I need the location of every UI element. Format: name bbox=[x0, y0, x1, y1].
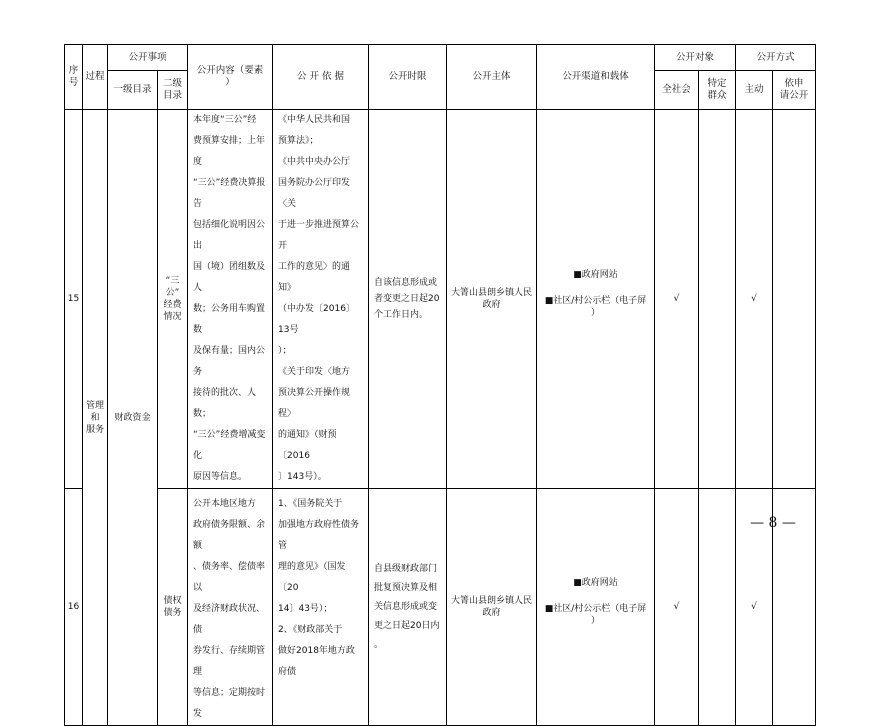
header-subject: 公开主体 bbox=[447, 45, 537, 110]
row-level2: “三 公” 经费 情况 bbox=[158, 110, 188, 489]
header-method-request: 依申 请公开 bbox=[773, 71, 816, 110]
row-subject: 大箐山县朗乡镇人民 政府 bbox=[447, 489, 537, 726]
header-timing: 公开时限 bbox=[369, 45, 447, 110]
header-target-specific: 特定 群众 bbox=[699, 71, 736, 110]
row-timing: 自该信息形成或 者变更之日起20 个工作日内。 bbox=[374, 278, 440, 320]
header-level1: 一级目录 bbox=[108, 71, 158, 110]
header-basis: 公 开 依 据 bbox=[273, 45, 369, 110]
header-target: 公开对象 bbox=[655, 45, 736, 71]
header-method-active: 主动 bbox=[736, 71, 773, 110]
row-basis: 1、《国务院关于 加强地方政府性债务管 理的意见》（国发〔20 14〕43号）； 2、《财政部关于 做好2018年地方政府债 bbox=[278, 499, 360, 677]
check-method-active: √ bbox=[736, 110, 773, 489]
table-row bbox=[65, 110, 816, 489]
disclosure-table bbox=[64, 44, 816, 726]
check-method-active: √ bbox=[736, 489, 773, 726]
row-subject: 大箐山县朗乡镇人民 政府 bbox=[447, 110, 537, 489]
check-target-all: √ bbox=[655, 489, 699, 726]
header-public-item: 公开事项 bbox=[108, 45, 188, 71]
channel-website: ■政府网站 bbox=[573, 270, 618, 280]
row-timing: 自县级财政部门 批复预决算及相 关信息形成或变 更之日起20日内 。 bbox=[374, 563, 440, 650]
row-seq: 16 bbox=[65, 489, 83, 726]
page-number: — 8 — bbox=[750, 515, 796, 531]
row-basis: 《中华人民共和国 预算法》； 《中共中央办公厅 国务院办公厅印发〈关 于进一步推进预算公开 工作的意见〉的通知》 （中办发〔2016〕13号 ）； 《关于印发〈地方 预决算公开操作规程〉 的通知》（财预〔2016 〕143号）。 bbox=[278, 115, 360, 482]
header-channel: 公开渠道和载体 bbox=[537, 45, 655, 110]
level1-cell: 财政资金 bbox=[108, 110, 158, 726]
channel-bulletin: ■社区/村公示栏（电子屏 ） bbox=[544, 604, 647, 626]
channel-website: ■政府网站 bbox=[573, 578, 618, 588]
row-content: 本年度“三公”经 费预算安排；上年度 “三公”经费决算报告 包括细化说明因公出 国（境）团组数及人 数；公务用车购置数 及保有量；国内公务 接待的批次、人数； “三公”经费增减变化 原因等信息。 bbox=[193, 115, 266, 482]
row-content: 公开本地区地方 政府债务限额、余额 、债务率、偿债率以 及经济财政状况、债 券发行、存续期管理 等信息；定期按时发 bbox=[193, 499, 266, 719]
header-process: 过程 bbox=[83, 45, 108, 110]
check-target-specific bbox=[699, 489, 736, 726]
table-row bbox=[65, 489, 816, 726]
header-content: 公开内容（要素 ） bbox=[188, 45, 273, 110]
row-seq: 15 bbox=[65, 110, 83, 489]
row-level2: 债权 债务 bbox=[158, 489, 188, 726]
check-target-specific bbox=[699, 110, 736, 489]
header-level2: 二级 目录 bbox=[158, 71, 188, 110]
header-method: 公开方式 bbox=[736, 45, 816, 71]
channel-bulletin: ■社区/村公示栏（电子屏 ） bbox=[544, 296, 647, 318]
check-method-request bbox=[773, 110, 816, 489]
process-cell: 管理 和 服务 bbox=[83, 110, 108, 726]
header-seq: 序 号 bbox=[65, 45, 83, 110]
header-target-all: 全社会 bbox=[655, 71, 699, 110]
check-target-all: √ bbox=[655, 110, 699, 489]
